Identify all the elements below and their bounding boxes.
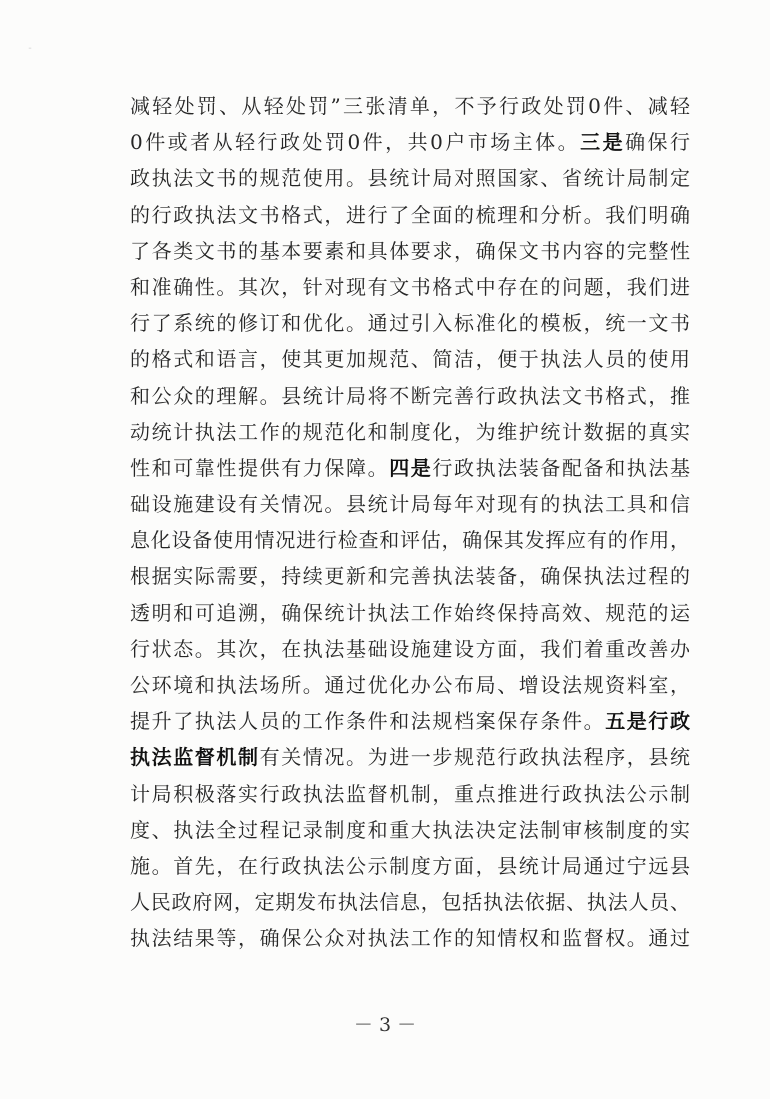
text-line	[130, 558, 690, 594]
text-segment: 动统计执法工作的规范化和制度化，为维护统计数据的真实	[130, 419, 690, 444]
text-segment: 根据实际需要，持续更新和完善执法装备，确保执法过程的	[130, 564, 690, 589]
text-segment: 提升了执法人员的工作条件和法规档案保存条件。	[130, 709, 606, 734]
text-segment: 计局积极落实行政执法监督机制，重点推进行政执法公示制	[130, 781, 690, 806]
text-line	[130, 233, 690, 269]
text-segment: 人民政府网，定期发布执法信息，包括执法依据、执法人员、	[130, 890, 690, 915]
text-line	[130, 631, 690, 667]
scan-mark: ¨	[28, 47, 32, 56]
text-line	[130, 269, 690, 305]
text-segment: 行状态。其次，在执法基础设施建设方面，我们着重改善办	[130, 636, 690, 661]
text-line	[130, 414, 690, 450]
text-line	[130, 378, 690, 414]
text-segment: 行了系统的修订和优化。通过引入标准化的模板，统一文书	[130, 311, 690, 336]
text-segment: 的行政执法文书格式，进行了全面的梳理和分析。我们明确	[130, 202, 690, 227]
text-segment: 性和可靠性提供有力保障。	[130, 455, 390, 480]
text-segment: 公环境和执法场所。通过优化办公布局、增设法规资料室，	[130, 673, 690, 697]
text-segment: 的格式和语言，使其更加规范、简洁，便于执法人员的使用	[130, 347, 690, 372]
text-line	[130, 667, 690, 703]
text-segment: 和公众的理解。县统计局将不断完善行政执法文书格式，推	[130, 383, 690, 408]
body-text	[130, 88, 690, 957]
text-line	[130, 305, 690, 341]
text-segment: 度、执法全过程记录制度和重大执法决定法制审核制度的实	[130, 817, 690, 842]
text-line	[130, 776, 690, 812]
text-segment: 确保行	[625, 130, 691, 155]
text-line	[130, 88, 690, 124]
text-segment: 减轻处罚、从轻处罚”三张清单，不予行政处罚0件、减轻	[130, 94, 690, 118]
text-segment: 有关情况。为进一步规范行政执法程序，县统	[259, 745, 691, 770]
text-line	[130, 920, 690, 956]
text-line	[130, 160, 690, 196]
text-segment: 政执法文书的规范使用。县统计局对照国家、省统计局制定	[130, 166, 690, 191]
text-line	[130, 486, 690, 522]
bold-text-segment: 执法监督机制	[130, 745, 260, 770]
bold-text-segment: 四是	[389, 455, 433, 480]
text-segment: 了各类文书的基本要素和具体要求，确保文书内容的完整性	[130, 238, 690, 263]
text-line	[130, 884, 690, 920]
text-segment: 础设施建设有关情况。县统计局每年对现有的执法工具和信	[130, 492, 690, 517]
page-number: － 3 －	[353, 1014, 417, 1036]
text-line	[130, 848, 690, 884]
text-line	[130, 197, 690, 233]
text-segment: 息化设备使用情况进行检查和评估，确保其发挥应有的作用，	[130, 528, 690, 553]
text-segment: 0件或者从轻行政处罚0件，共0户市场主体。	[130, 130, 581, 155]
text-line	[130, 450, 690, 486]
text-segment: 施。首先，在行政执法公示制度方面，县统计局通过宁远县	[130, 853, 690, 878]
text-segment: 执法结果等，确保公众对执法工作的知情权和监督权。通过	[130, 926, 690, 951]
text-segment: 和准确性。其次，针对现有文书格式中存在的问题，我们进	[130, 274, 690, 299]
text-line	[130, 703, 690, 739]
text-segment: 行政执法装备配备和执法基	[432, 455, 691, 480]
bold-text-segment: 三是	[580, 130, 626, 155]
text-line	[130, 739, 690, 775]
text-line	[130, 595, 690, 631]
text-line	[130, 341, 690, 377]
text-line	[130, 812, 690, 848]
text-line	[130, 124, 690, 160]
text-line	[130, 522, 690, 558]
text-segment: 透明和可追溯，确保统计执法工作始终保持高效、规范的运	[130, 600, 690, 625]
bold-text-segment: 五是行政	[605, 709, 691, 734]
